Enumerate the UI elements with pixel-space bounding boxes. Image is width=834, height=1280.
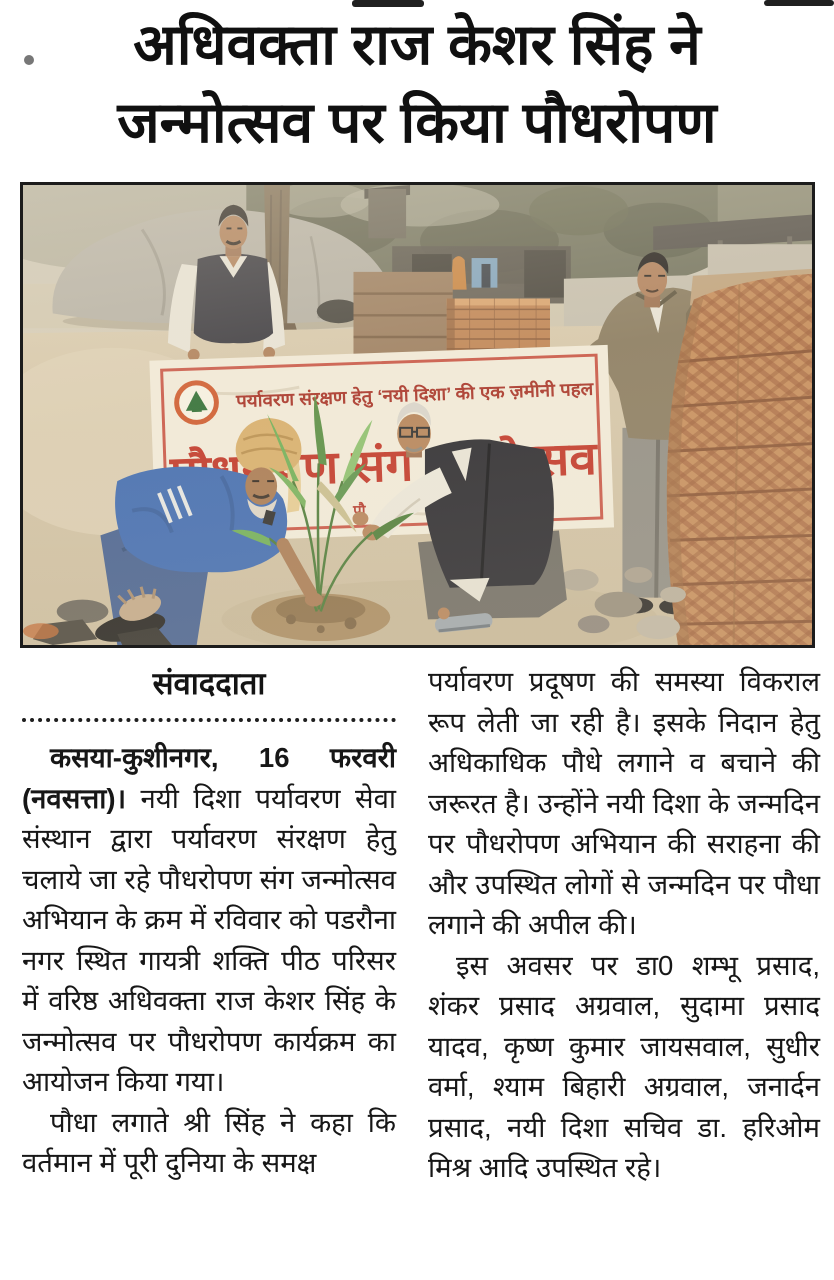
- paragraph-4: इस अवसर पर डा0 शम्भू प्रसाद, शंकर प्रसाद अग्रवाल, सुदामा प्रसाद यादव, कृष्ण कुमार जायसवाल, सुधीर वर्मा, श्याम बिहारी अग्रवाल, जनार्दन प्रसाद, नयी दिशा सचिव डा. हरिओम मिश्र आदि उपस्थित रहे।: [428, 949, 820, 1183]
- news-photo: [20, 182, 815, 648]
- photo-scene: [23, 185, 812, 645]
- paragraph-2: पौधा लगाते श्री सिंह ने कहा कि वर्तमान में पूरी दुनिया के समक्ष: [22, 1106, 396, 1178]
- paragraph-lead-text: नयी दिशा पर्यावरण सेवा संस्थान द्वारा पर्यावरण संरक्षण हेतु चलाये जा रहे पौधरोपण संग जन्मोत्सव अभियान के क्रम में रविवार को पडरौना नगर स्थित गायत्री शक्ति पीठ परिसर में वरिष्ठ अधिवक्ता राज केशर सिंह के जन्मोत्सव पर पौधरोपण कार्यक्रम का आयोजन किया गया।: [22, 782, 396, 1097]
- headline-line-2: जन्मोत्सव पर किया पौधरोपण: [117, 91, 717, 156]
- news-agency: (नवसत्ता)।: [22, 782, 141, 814]
- photo-haze: [23, 185, 812, 645]
- byline-heading: संवाददाता: [152, 666, 266, 701]
- article-column-right: [428, 662, 820, 1189]
- paragraph-3: पर्यावरण प्रदूषण की समस्या विकराल रूप लेती जा रही है। इसके निदान हेतु अधिकाधिक पौधे लगाने व बचाने की जरूरत है। उन्होंने नयी दिशा के जन्मदिन पर पौधरोपण अभियान की सराहना की और उपस्थित लोगों से जन्मदिन पर पौधा लगाने की अपील की।: [428, 666, 820, 940]
- paragraph-lead: [22, 738, 396, 1103]
- article-headline: [0, 6, 834, 162]
- article-column-left: [22, 662, 396, 1184]
- dateline: कसया-कुशीनगर, 16 फरवरी: [50, 742, 396, 773]
- dotted-rule: [22, 718, 396, 722]
- headline-line-1: अधिवक्ता राज केशर सिंह ने: [133, 13, 701, 77]
